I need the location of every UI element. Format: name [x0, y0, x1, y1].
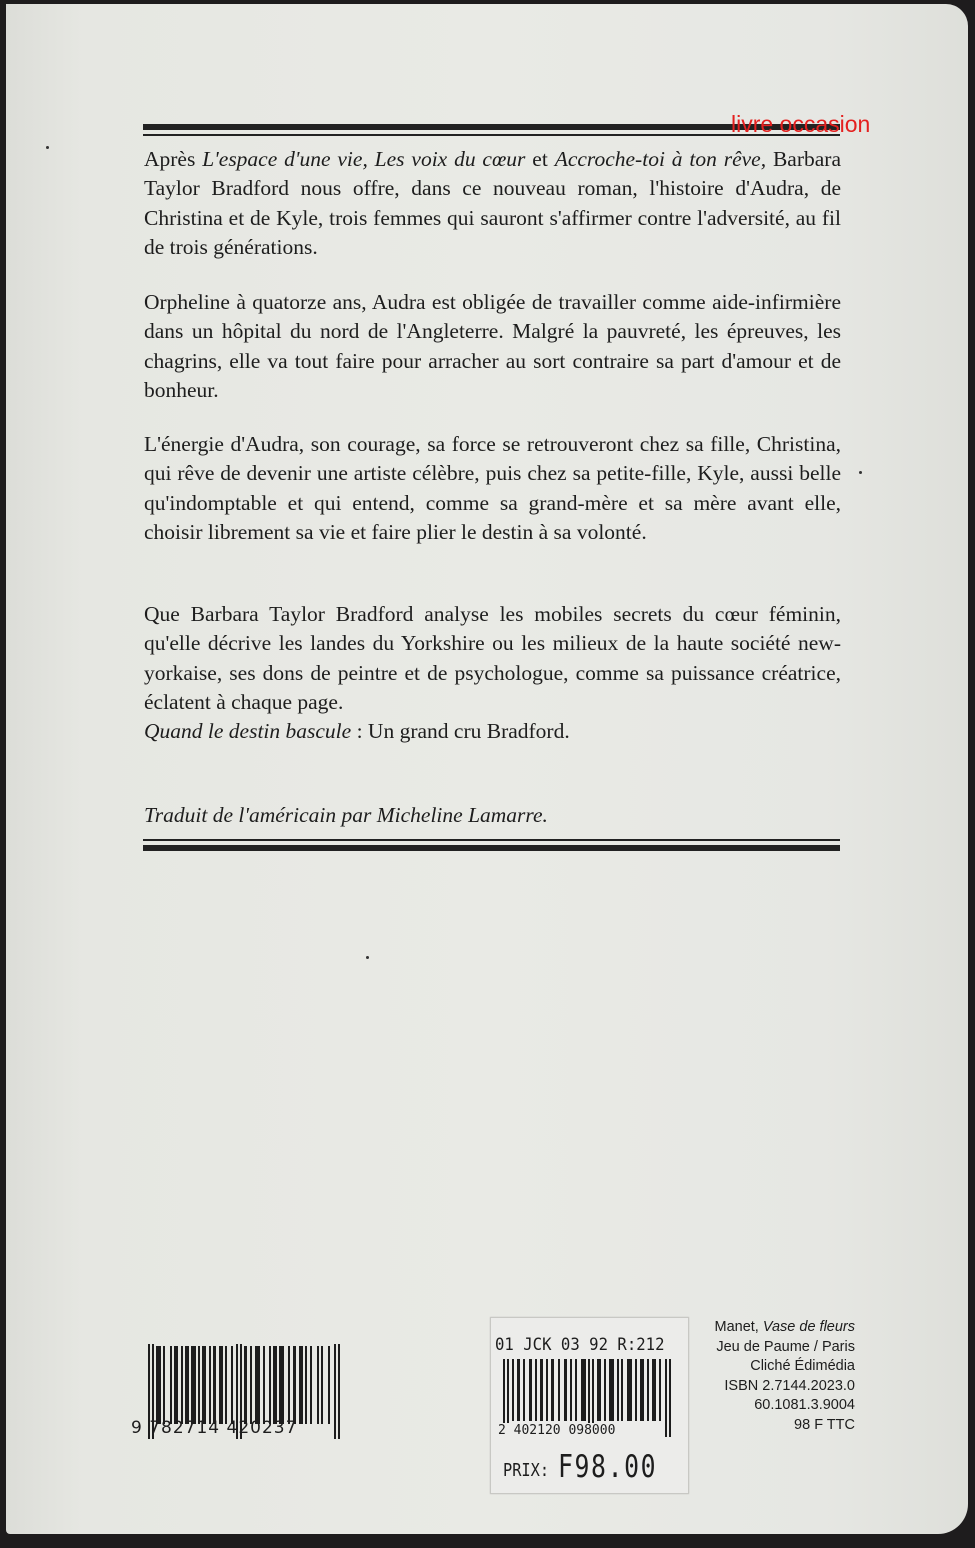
- blurb-paragraph-2: [144, 288, 841, 405]
- isbn-barcode-digits: 9 782714 420237: [131, 1418, 298, 1438]
- artist-name: Manet,: [714, 1319, 763, 1335]
- paragraph-2: Orpheline à quatorze ans, Audra est obligée de travailler comme aide-infirmière dans un hôpital du nord de l'Angleterre. Malgré la pauvreté, les épreuves, les chagrins, elle va tout faire pour arracher au sort contraire sa part d'amour et de bonheur.: [144, 290, 841, 402]
- isbn-text: ISBN 2.7144.2023.0: [724, 1377, 855, 1394]
- italic-title: Accroche-toi à ton rêve,: [554, 147, 767, 171]
- text: Après: [144, 147, 203, 171]
- translator-credit: [144, 801, 841, 830]
- price-ttc: 98 F TTC: [794, 1416, 855, 1433]
- italic-title: L'espace d'une vie, Les voix du cœur: [202, 147, 526, 171]
- text: Barbara Taylor Bradford nous offre, dans ce nouveau roman, l'histoire d'Audra, de Christina et de Kyle, trois femmes qui sauront s'affirmer contre l'adversité, au fil de trois générations.: [144, 147, 841, 259]
- bottom-rule-thick: [143, 845, 840, 851]
- watermark-label: livre occasion: [731, 111, 871, 137]
- paragraph-4: Que Barbara Taylor Bradford analyse les mobiles secrets du cœur féminin, qu'elle décrive les landes du Yorkshire ou les milieux de la haute société new-yorkaise, ses dons de peintre et de psychologue, comme sa puissance créatrice, éclatent à chaque page.: [144, 602, 841, 714]
- speck: [859, 471, 862, 474]
- sticker-barcode-digits: 2 402120 098000: [498, 1423, 616, 1438]
- bottom-rule-thin: [143, 839, 840, 841]
- paragraph-3: L'énergie d'Audra, son courage, sa force se retrouveront chez sa fille, Christina, qui rêve de devenir une artiste célèbre, puis chez sa petite-fille, Kyle, aussi belle qu'indomptable et qui entend, comme sa grand-mère et sa mère avant elle, choisir librement sa vie et faire plier le destin à sa volonté.: [144, 432, 841, 544]
- blurb: [144, 145, 841, 262]
- paragraph-1: [144, 145, 841, 262]
- museum-credit: Jeu de Paume / Paris: [716, 1338, 855, 1355]
- speck: [46, 146, 49, 149]
- text: et: [525, 147, 555, 171]
- speck: [366, 956, 369, 959]
- sticker-code: 01 JCK 03 92 R:212: [495, 1335, 665, 1355]
- artwork-title: Vase de fleurs: [762, 1319, 855, 1335]
- tagline: [144, 717, 841, 746]
- blurb-paragraph-3: [144, 430, 841, 547]
- reference-number: 60.1081.3.9004: [754, 1397, 855, 1414]
- cover-credits: [660, 1318, 855, 1436]
- price-label: PRIX:: [503, 1460, 550, 1481]
- translator-text: Traduit de l'américain par Micheline Lamarre.: [144, 803, 548, 827]
- artwork-credit: [660, 1318, 855, 1338]
- photo-credit: Cliché Édimédia: [750, 1358, 855, 1375]
- tagline-title: Quand le destin bascule: [144, 719, 352, 744]
- tagline-text: : Un grand cru Bradford.: [351, 719, 570, 744]
- price-value: F98.00: [558, 1449, 658, 1485]
- blurb-paragraph-4: [144, 600, 841, 746]
- translator-block: [144, 801, 841, 830]
